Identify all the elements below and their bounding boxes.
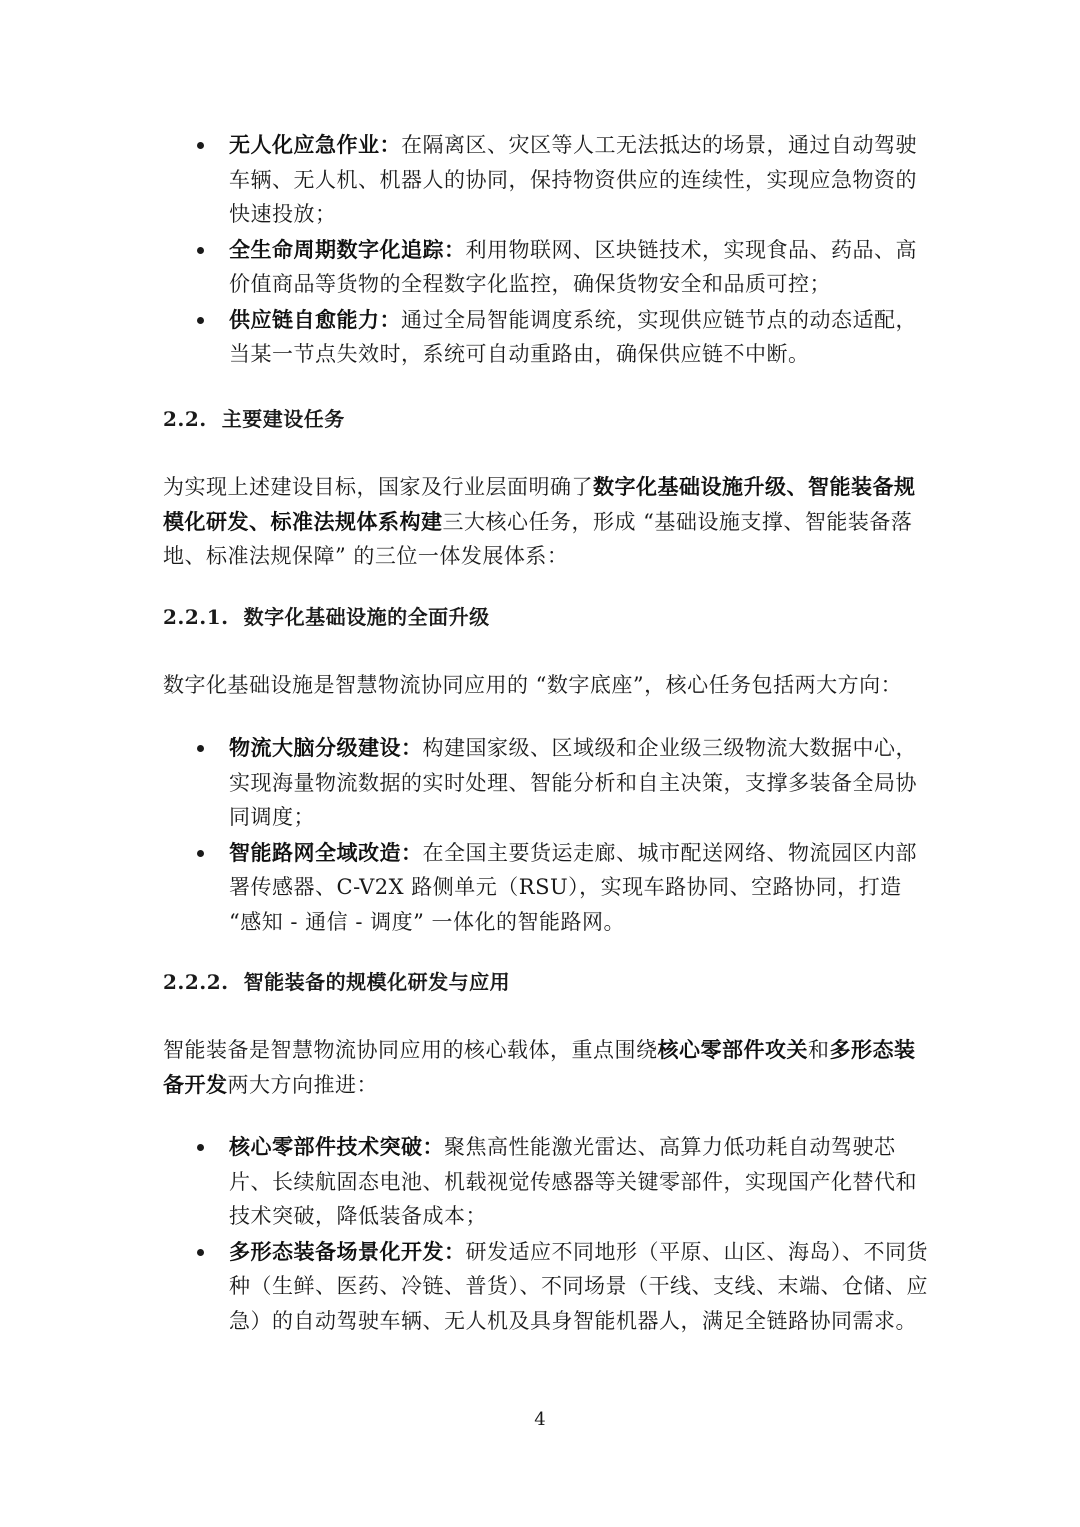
list-item-sep: ： bbox=[444, 236, 466, 262]
list-item-sep: ： bbox=[401, 735, 423, 760]
list-item-term: 无人化应急作业 bbox=[229, 132, 380, 157]
bullet-list-goals bbox=[0, 128, 1080, 373]
list-item-sep: ： bbox=[422, 1134, 444, 1159]
list-item-term: 核心零部件技术突破 bbox=[229, 1134, 423, 1159]
section-number: 2.2.1. bbox=[163, 605, 229, 629]
bullet-icon bbox=[197, 1249, 204, 1256]
subsection-heading bbox=[163, 600, 490, 635]
paragraph: 智能装备是智慧物流协同应用的核心载体，重点围绕核心零部件攻关和多形态装备开发两大方向推进： bbox=[163, 1037, 916, 1097]
bullet-icon bbox=[197, 1144, 204, 1151]
bold-phrase: 多形态装备开发 bbox=[163, 1037, 916, 1097]
list-item bbox=[0, 128, 929, 232]
list-item-sep: ： bbox=[379, 132, 401, 157]
bullet-list-infrastructure bbox=[0, 731, 1080, 940]
list-item-sep: ： bbox=[444, 1238, 466, 1264]
list-item-body: 利用物联网、区块链技术，实现食品、药品、高价值商品等货物的全程数字化监控，确保货物安全和品质可控； bbox=[229, 237, 917, 296]
list-item bbox=[0, 836, 929, 940]
paragraph: 数字化基础设施是智慧物流协同应用的 “数字底座”，核心任务包括两大方向： bbox=[163, 673, 903, 697]
list-item-sep: ： bbox=[379, 306, 401, 332]
list-item-body: 聚焦高性能激光雷达、高算力低功耗自动驾驶芯片、长续航固态电池、机载视觉传感器等关键零部件，实现国产化替代和技术突破，降低装备成本； bbox=[229, 1135, 917, 1228]
list-item-body: 通过全局智能调度系统，实现供应链节点的动态适配，当某一节点失效时，系统可自动重路由，确保供应链不中断。 bbox=[229, 307, 917, 366]
section-number: 2.2. bbox=[163, 407, 207, 431]
bullet-icon bbox=[197, 142, 204, 149]
bullet-icon bbox=[197, 247, 204, 254]
bullet-icon bbox=[197, 850, 204, 857]
list-item-body: 在隔离区、灾区等人工无法抵达的场景，通过自动驾驶车辆、无人机、机器人的协同，保持物资供应的连续性，实现应急物资的快速投放； bbox=[229, 133, 917, 226]
section-title: 数字化基础设施的全面升级 bbox=[243, 605, 490, 629]
bold-phrase: 数字化基础设施升级、智能装备规模化研发、标准法规体系构建 bbox=[163, 474, 916, 534]
list-item bbox=[0, 233, 929, 302]
section-title: 主要建设任务 bbox=[221, 407, 345, 431]
bullet-icon bbox=[197, 745, 204, 752]
list-item-term: 物流大脑分级建设 bbox=[229, 735, 401, 760]
list-item bbox=[0, 303, 929, 372]
list-item-body: 研发适应不同地形（平原、山区、海岛）、不同货种（生鲜、医药、冷链、普货）、不同场景（干线、支线、末端、仓储、应急）的自动驾驶车辆、无人机及具身智能机器人，满足全链路协同需求。 bbox=[229, 1239, 928, 1333]
list-item-sep: ： bbox=[401, 839, 423, 865]
bold-phrase: 核心零部件攻关 bbox=[657, 1037, 808, 1062]
list-item-term: 多形态装备场景化开发 bbox=[229, 1238, 444, 1264]
list-item bbox=[0, 1235, 929, 1339]
subsection-heading bbox=[163, 965, 510, 1000]
section-number: 2.2.2. bbox=[163, 970, 229, 994]
bullet-icon bbox=[197, 317, 204, 324]
list-item-term: 智能路网全域改造 bbox=[229, 839, 401, 865]
list-item bbox=[0, 1130, 929, 1234]
list-item bbox=[0, 731, 929, 835]
section-title: 智能装备的规模化研发与应用 bbox=[243, 970, 511, 994]
list-item-term: 供应链自愈能力 bbox=[229, 306, 380, 332]
bullet-list-equipment bbox=[0, 1130, 1080, 1339]
list-item-body: 在全国主要货运走廊、城市配送网络、物流园区内部署传感器、C-V2X 路侧单元（RSU），实现车路协同、空路协同，打造 “感知 - 通信 - 调度” 一体化的智能路网。 bbox=[229, 840, 917, 934]
list-item-body: 构建国家级、区域级和企业级三级物流大数据中心，实现海量物流数据的实时处理、智能分析和自主决策，支撑多装备全局协同调度； bbox=[229, 736, 917, 829]
page-number: 4 bbox=[534, 1409, 546, 1430]
list-item-term: 全生命周期数字化追踪 bbox=[229, 236, 444, 262]
paragraph: 为实现上述建设目标，国家及行业层面明确了数字化基础设施升级、智能装备规模化研发、标准法规体系构建三大核心任务，形成 “基础设施支撑、智能装备落地、标准法规保障” 的三位一体发展体系： bbox=[163, 474, 916, 568]
section-heading bbox=[163, 402, 345, 437]
